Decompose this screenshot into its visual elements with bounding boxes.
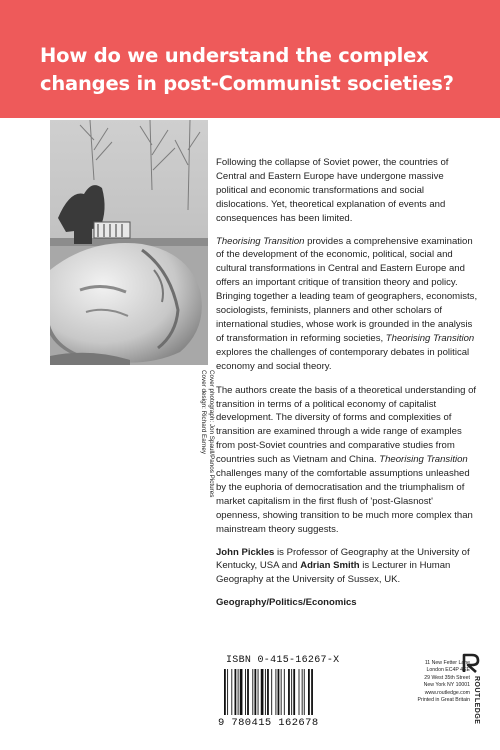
- publisher-address: [390, 660, 470, 704]
- routledge-logo: [460, 652, 488, 725]
- photo-credit: Cover photograph: Jon Spaull/Panos Pictures: [208, 370, 215, 498]
- author-name: Adrian Smith: [300, 560, 360, 572]
- publisher-name: ROUTLEDGE: [473, 676, 480, 725]
- paragraph-authors: John Pickles is Professor of Geography at the University of Kentucky, USA and Adrian Smith is Lecturer in Human Geography at the University of Sussex, UK.: [216, 546, 470, 586]
- address-line: www.routledge.com: [424, 689, 470, 696]
- book-title-italic: Theorising Transition: [385, 332, 475, 344]
- design-credit: Cover design: Richard Earney: [200, 370, 207, 454]
- title-banner: [0, 0, 500, 118]
- subject-categories: Geography/Politics/Economics: [216, 597, 357, 609]
- address-line: Printed in Great Britain: [417, 696, 470, 703]
- paragraph-overview: Theorising Transition provides a comprehensive examination of the development of the economic, political, social and cultural transformations in Central and Eastern Europe and offers an important critique of transition theory and policy. Bringing together a leading team of geographers, economists, sociologists, feminists, planners and other scholars of international studies, whose work is grounded in the analysis of transformation in reforming societies, Theorising Transition explores the challenges of contemporary debates in political economy and social theory.: [216, 235, 478, 372]
- cover-photograph: [50, 120, 208, 365]
- address-line: 11 New Fetter Lane: [424, 660, 470, 666]
- routledge-r-icon: [460, 652, 482, 674]
- isbn-label: ISBN 0-415-16267-X: [226, 655, 340, 666]
- address-line: London EC4P 4EE: [426, 667, 470, 674]
- banner-title-line-1: How do we understand the complex: [40, 44, 429, 67]
- barcode-digits: 9 780415 162678: [218, 717, 319, 729]
- book-title-italic: Theorising Transition: [216, 235, 305, 247]
- barcode-icon: [218, 669, 350, 719]
- book-title-italic: Theorising Transition: [379, 454, 468, 466]
- address-line: 29 West 35th Street: [424, 674, 470, 681]
- banner-title-line-2: changes in post-Communist societies?: [40, 72, 454, 95]
- toppled-statue-photo: [50, 120, 208, 365]
- address-line: New York NY 10001: [423, 682, 470, 689]
- cover-credits: [195, 370, 215, 560]
- author-name: John Pickles: [216, 546, 275, 558]
- paragraph-argument: The authors create the basis of a theoretical understanding of transition in terms of a political economy of capitalist development. The diversity of forms and complexities of transition are examined through a wide range of examples from post-Soviet countries and comparative studies from countries such as Vietnam and China. Theorising Transition challenges many of the comfortable assumptions unleashed by the euphoria of democratisation and the triumphalism of market capitalism in the first flush of 'post-Glasnost' openness, showing transition to be much more complex than mainstream theory suggests.: [216, 384, 477, 535]
- banner-title: [40, 42, 500, 98]
- isbn-barcode: [218, 655, 358, 735]
- paragraph-intro: Following the collapse of Soviet power, the countries of Central and Eastern Europe have undergone massive political and economic transformations and social dislocations. Yet, theoretical explanation of events and consequences has been limited.: [216, 157, 449, 224]
- blurb-text: [216, 156, 478, 619]
